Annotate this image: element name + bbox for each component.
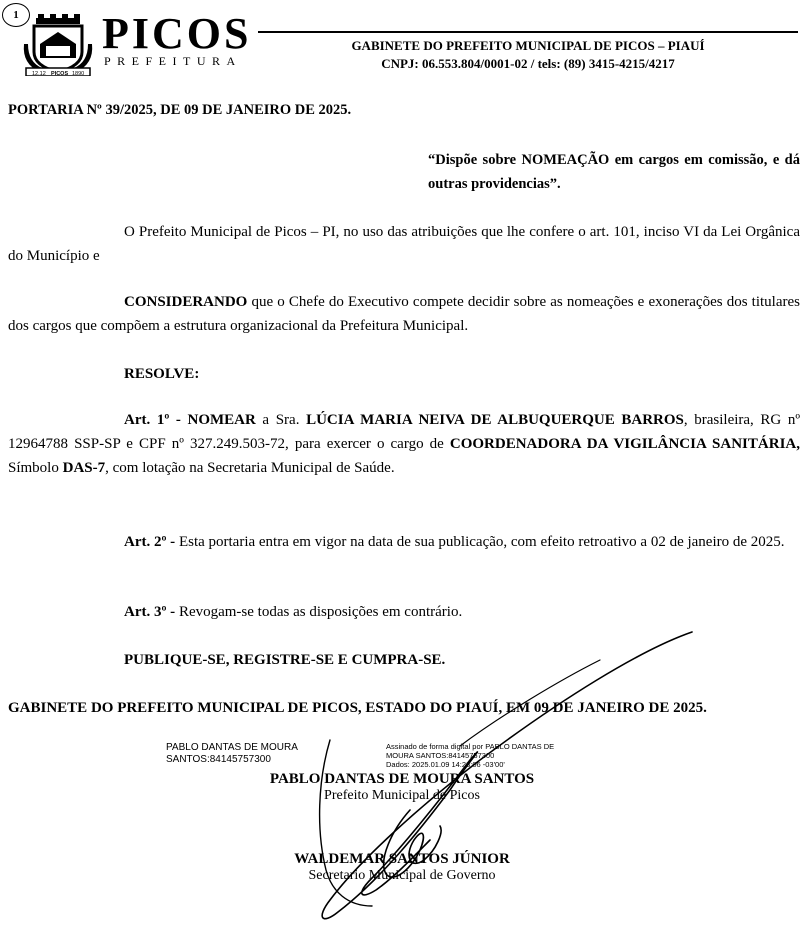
- article-2: [8, 530, 800, 554]
- art2-text: Esta portaria entra em vigor na data de sua publicação, com efeito retroativo a 02 de janeiro de 2025.: [175, 534, 785, 550]
- article-1: [8, 408, 800, 480]
- considerando-lead: CONSIDERANDO: [124, 294, 248, 310]
- art1-nominee: LÚCIA MARIA NEIVA DE ALBUQUERQUE BARROS: [306, 412, 684, 428]
- header-office: GABINETE DO PREFEITO MUNICIPAL DE PICOS – PIAUÍ: [351, 38, 705, 53]
- svg-text:1890: 1890: [72, 71, 85, 76]
- svg-text:PICOS: PICOS: [51, 71, 69, 76]
- signer-2-role: Secretario Municipal de Governo: [308, 868, 496, 883]
- art3-text: Revogam-se todas as disposições em contrário.: [175, 604, 463, 620]
- document-title: PORTARIA Nº 39/2025, DE 09 DE JANEIRO DE 2025.: [8, 102, 352, 118]
- header-contact: CNPJ: 06.553.804/0001-02 / tels: (89) 3415-4215/4217: [381, 56, 675, 71]
- art2-label: Art. 2º -: [124, 534, 176, 550]
- article-3: [8, 600, 800, 624]
- digital-signature-info-line3: Dados: 2025.01.09 14:23:06 -03'00': [386, 760, 505, 769]
- signer-1-role: Prefeito Municipal de Picos: [324, 788, 480, 803]
- art1-label: Art. 1º - NOMEAR: [124, 412, 256, 428]
- signer-1-name: PABLO DANTAS DE MOURA SANTOS: [269, 771, 535, 787]
- considerando-paragraph: [8, 290, 800, 338]
- art3-label: Art. 3º -: [124, 604, 176, 620]
- svg-text:12.12: 12.12: [32, 71, 46, 76]
- preamble-paragraph: [8, 220, 800, 268]
- publique-line: PUBLIQUE-SE, REGISTRE-SE E CUMPRA-SE.: [124, 652, 446, 668]
- art1-text-2: , brasileira, RG nº 12964788 SSP-SP e CPF nº 327.249.503-72, para exercer o cargo de: [8, 412, 801, 452]
- art1-position: COORDENADORA DA VIGILÂNCIA SANITÁRIA,: [449, 436, 800, 452]
- digital-signature-info: [386, 742, 554, 769]
- art1-symbol: DAS-7: [62, 460, 106, 476]
- municipal-crest-icon: [22, 14, 94, 76]
- signer-2-name: WALDEMAR SANTOS JÚNIOR: [294, 851, 510, 867]
- preamble-text: O Prefeito Municipal de Picos – PI, no uso das atribuições que lhe confere o art. 101, inciso VI da Lei Orgânica do Município e: [8, 224, 800, 264]
- header-rule: [258, 31, 798, 33]
- digital-signature-name-line1: PABLO DANTAS DE MOURA: [166, 742, 298, 753]
- logo-subtitle: PREFEITURA: [104, 54, 242, 68]
- digital-signature-name-line2: SANTOS:84145757300: [166, 754, 271, 765]
- ementa: “Dispõe sobre NOMEAÇÃO em cargos em comissão, e dá outras providencias”.: [428, 152, 800, 192]
- logo-wordmark: PICOS: [102, 9, 252, 58]
- art1-text-1: a Sra.: [255, 412, 307, 428]
- digital-signature-info-line1: Assinado de forma digital por PABLO DANTAS DE: [386, 742, 555, 751]
- considerando-text: que o Chefe do Executivo compete decidir sobre as nomeações e exonerações dos titulares dos cargos que compõem a estrutura organizacional da Prefeitura Municipal.: [8, 294, 800, 334]
- resolve-heading: RESOLVE:: [124, 366, 200, 382]
- page-number: 1: [2, 3, 30, 27]
- digital-signature-name: [166, 742, 298, 766]
- art1-text-3: Símbolo: [8, 460, 63, 476]
- digital-signature-info-line2: MOURA SANTOS:84145757300: [386, 751, 495, 760]
- closing-statement: GABINETE DO PREFEITO MUNICIPAL DE PICOS, ESTADO DO PIAUÍ, EM 09 DE JANEIRO DE 2025.: [8, 700, 707, 716]
- art1-text-4: , com lotação na Secretaria Municipal de Saúde.: [105, 460, 395, 476]
